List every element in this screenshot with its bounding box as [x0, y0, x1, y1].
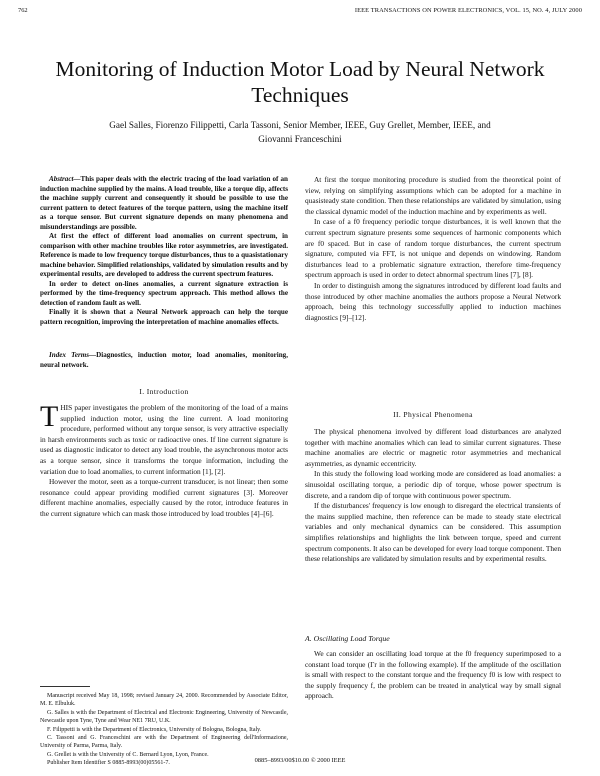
footnote-4: C. Tassoni and G. Franceschini are with the Department of Engineering dell'Informazione, University of Parma, Parma, Italy.: [40, 735, 288, 750]
footnote-1: Manuscript received May 18, 1998; revised January 24, 2000. Recommended by Associate Editor, M. E. Elbuluk.: [40, 693, 288, 708]
oscillating-body: [305, 649, 561, 702]
right-p3: In order to distinguish among the signatures introduced by different load faults and those introduced by other machine anomalies the authors propose a Neural Network approach, being this technology successfully applied to induction machines diagnostics [9]–[12].: [305, 280, 561, 322]
author-line-2: Giovanni Franceschini: [258, 134, 342, 144]
physical-phenomena-body: [305, 427, 561, 565]
drop-cap: T: [40, 400, 59, 433]
footnote-2: G. Salles is with the Department of Electrical and Electronic Engineering, University of Newcastle, Newcastle upon Tyne, Tyne and Wear NE1 7RU, U.K.: [40, 709, 288, 725]
intro-p1: HIS paper investigates the problem of the monitoring of the load of a mains supplied induction motor, using the line current. A load monitoring procedure, performed without any torque sensor, is very attractive especially in harsh environments such as toxic or radioactive ones. If line current signature is used as diagnostic indicator to detect any load trouble, the asynchronous motor acts as a torque sensor, since it transforms the torque information, including the variation due to load anomalies, to current information [1], [2].: [40, 403, 288, 476]
journal-name: IEEE TRANSACTIONS ON POWER ELECTRONICS, VOL. 15, NO. 4, JULY 2000: [354, 7, 582, 14]
author-list: [40, 118, 560, 146]
phys-p1: The physical phenomena involved by different load disturbances are analyzed together with machine anomalies which can lead to similar current signatures. These machine anomalies are electric or magnetic rotor asymmetries and mechanical asymmetries, as dynamic eccentricity.: [305, 427, 561, 468]
abstract: [40, 175, 288, 327]
intro-p2: However the motor, seen as a torque-current transducer, is not linear; then some resonance could appear providing modified current signatures [3]. Moreover different machine anomalies, especially caused by the rotor, introduce features in the current signature which can mask those introduced by load troubles [4]–[6].: [40, 477, 288, 518]
right-p1: At first the torque monitoring procedure is studied from the theoretical point of view, relying on simplifying assumptions which can be adopted for a machine in quasisteady state condition. Then these relationships are validated by simulation, using the classical dynamic model of the induction machine and by experiments as well.: [305, 175, 561, 216]
osc-p1: We can consider an oscillating load torque at the f0 frequency superimposed to a constant load torque (Γr in the following example). If the amplitude of the oscillation is small with respect to the constant torque and the frequency f0 is low with respect to the supply frequency f, the problem can be treated in analytical way by small signal approach.: [305, 649, 561, 701]
phys-p3: If the disturbances' frequency is low enough to disregard the electrical transients of the mains supplied machine, then reference can be made to steady state electrical variables and only mechanical dynamics can be considered. This assumption simplifies relationships and highlights the link between torque, speed and current spectrum components. It also can be developed for every load torque component. Then these relationships are validated by simulation results and by experimental results.: [305, 501, 561, 564]
copyright-footer: 0885–8993/00$10.00 © 2000 IEEE: [254, 757, 346, 764]
footnote-5: G. Grellet is with the University of C. Bernard Lyon, Lyon, France.: [47, 751, 209, 758]
abstract-p2: At first the effect of different load anomalies on current spectrum, in comparison with other machine troubles like rotor asymmetries, are investigated. Reference is made to low frequency torque disturbances, thus to a quasistationary machine behavior. Simplified relationships, validated by simulation results and by experimental results, are developed to address the current spectrum features.: [40, 232, 288, 278]
introduction-body: [40, 400, 288, 520]
section-heading-physical-phenomena: II. Physical Phenomena: [393, 410, 473, 419]
subsection-heading-oscillating: A. Oscillating Load Torque: [305, 634, 390, 643]
right-p2: In case of a f0 frequency periodic torque disturbances, it is well known that the current spectrum signature presents some sequences of harmonic components which are f0 spaced. But in case of random torque disturbances, the current spectrum signature, computed via FFT, is not unique and depends on windowing. Random disturbances lead to a problematic signature extraction, therefore time-frequency spectrum approach is used in order to detect abnormal spectrum lines [7], [8].: [305, 217, 561, 280]
paper-title: Monitoring of Induction Motor Load by Neural Network Techniques: [55, 57, 545, 107]
index-terms: [40, 351, 288, 370]
page-number: 762: [18, 7, 28, 14]
footnote-6: Publisher Item Identifier S 0885-8993(00)05561-7.: [47, 760, 170, 767]
section-heading-introduction: I. Introduction: [139, 387, 189, 396]
abstract-label: Abstract—: [49, 175, 81, 183]
phys-p2: In this study the following load working mode are considered as load anomalies: a sinusoidal oscillating torque, a periodic dip of torque, whose power spectrum is discrete, and a random dip of torque with continuous power spectrum.: [305, 469, 561, 500]
author-line-1: Gael Salles, Fiorenzo Filippetti, Carla Tassoni, Senior Member, IEEE, Guy Grellet, Member, IEEE, and: [109, 120, 491, 130]
footnote-rule: [40, 686, 90, 687]
footnote-3: F. Filippetti is with the Department of Electronics, University of Bologna, Bologna, Italy.: [47, 726, 262, 733]
index-terms-text: Diagnostics, induction motor, load anomalies, monitoring, neural network.: [40, 351, 288, 369]
abstract-p3: In order to detect on-lines anomalies, a current signature extraction is performed by the time-frequency spectrum approach. This method allows the detection of random fault as well.: [40, 279, 288, 307]
right-column-intro: [305, 175, 561, 323]
index-terms-label: Index Terms—: [49, 351, 97, 359]
abstract-p1: This paper deals with the electric tracing of the load variation of an induction machine supplied by the mains. A load trouble, like a torque dip, affects the machine supply current and consequently it should be possible to use the current pattern to detect features of the torque pattern, using the machine itself as a torque sensor. But current signature depends on many phenomena and misunderstandings are possible.: [40, 175, 288, 231]
abstract-p4: Finally it is shown that a Neural Network approach can help the torque pattern recognition, improving the interpretation of machine anomalies effects.: [40, 308, 288, 326]
